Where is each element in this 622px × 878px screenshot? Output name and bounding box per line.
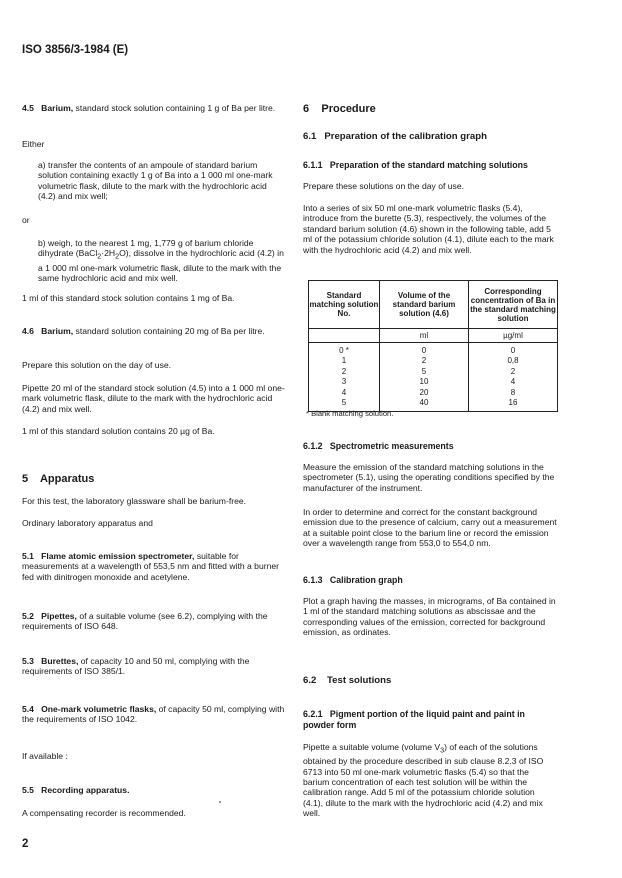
section-5-4: [22, 704, 286, 725]
unit-cell-ml: ml: [380, 329, 469, 343]
glassware-note: For this test, the laboratory glassware shall be barium-free.: [22, 496, 247, 506]
section-title: Barium,: [41, 326, 74, 336]
subscript: 2: [115, 253, 120, 262]
section-title: Calibration graph: [329, 575, 403, 585]
spectrometric-text-2: In order to determine and correct for the constant background emission due to the presence of calcium, carry out a measurement at a suitable point close to the barium line or record the emission over a wavelength range from 553,0 to 554,0 nm.: [303, 507, 557, 549]
option-b-text: b) weigh, to the nearest 1 mg, 1,779 g of barium chloride dihydrate (BaCl: [38, 238, 254, 259]
section-number: 6.1.3: [303, 575, 323, 585]
pipette-instruction: Pipette 20 ml of the standard stock solution (4.5) into a 1 000 ml one-mark volumetric flask, dilute to the mark with the hydrochloric acid (4.2) and mix well.: [22, 383, 285, 414]
page-speck: [219, 801, 221, 803]
section-6-2-heading: [303, 675, 557, 686]
section-text: of capacity 50 ml, complying with the requirements of ISO 1042.: [22, 704, 285, 725]
section-number: 6.1.2: [303, 441, 323, 451]
section-6-1-1-heading: [303, 160, 557, 170]
section-title: Flame atomic emission spectrometer,: [41, 551, 195, 561]
subscript: 2: [97, 253, 102, 262]
option-b: [38, 238, 286, 283]
column-header-concentration: Corresponding concentration of Ba in the standard matching solution: [469, 281, 558, 329]
calibration-graph-text: Plot a graph having the masses, in micrograms, of Ba contained in 1 ml of the standard matching solutions as abscissae and the corresponding values of the emission, corrected for background emission, as ordinates.: [303, 596, 556, 638]
section-title: Recording apparatus.: [41, 785, 130, 795]
if-available-label: If available :: [22, 751, 68, 761]
section-number: 6: [303, 103, 310, 115]
page-number: 2: [22, 838, 29, 850]
stock-solution-note: 1 ml of this standard stock solution contains 1 mg of Ba.: [22, 293, 235, 303]
ordinary-apparatus: Ordinary laboratory apparatus and: [22, 518, 153, 528]
table-cell: 2: [510, 366, 516, 376]
section-6-1-2-heading: [303, 441, 557, 451]
table-cell: 20: [419, 387, 429, 397]
table-cell: 0: [510, 346, 516, 355]
column-header-volume: Volume of the standard barium solution (4.6): [380, 281, 469, 329]
recorder-note: A compensating recorder is recommended.: [22, 808, 186, 818]
table-cell: 0 *: [339, 346, 349, 355]
table-footnote: * Blank matching solution.: [306, 409, 394, 418]
section-number: 4.5: [22, 103, 34, 113]
section-5-3: [22, 656, 286, 677]
section-text: of a suitable volume (see 6.2), complying with the requirements of ISO 648.: [22, 611, 268, 632]
or-label: or: [22, 215, 30, 225]
table-cell: 40: [419, 398, 429, 408]
option-a: a) transfer the contents of an ampoule of standard barium solution containing exactly 1 g of Ba into a 1 000 ml one-mark volumetric flask, dilute to the mark with the hydrochloric acid (4.2) and mix well;: [38, 160, 273, 202]
table-cell: 0,8: [507, 356, 519, 366]
section-4-6: [22, 326, 286, 336]
table-cell: 1: [341, 356, 347, 366]
table-cell: 2: [341, 366, 347, 376]
section-number: 5.1: [22, 551, 34, 561]
subscript: 3: [440, 746, 445, 755]
section-title: Barium,: [41, 103, 74, 113]
table-cell: 4: [510, 377, 516, 387]
section-text: of capacity 10 and 50 ml, complying with the requirements of ISO 385/1.: [22, 656, 250, 677]
standard-solution-note: 1 ml of this standard solution contains 20 µg of Ba.: [22, 426, 215, 436]
section-number: 6.2: [303, 675, 317, 686]
section-title: Apparatus: [39, 473, 95, 485]
section-title: Preparation of the calibration graph: [324, 131, 487, 142]
section-5-2: [22, 611, 286, 632]
solution-number-column: [309, 343, 380, 412]
table-cell: 16: [508, 398, 518, 408]
section-5-heading: [22, 473, 286, 485]
section-4-5: [22, 103, 286, 113]
column-header-solution-no: Standard matching solution No.: [309, 281, 380, 329]
section-number: 6.1.1: [303, 160, 323, 170]
section-5-5: [22, 785, 286, 795]
section-title: Spectrometric measurements: [329, 441, 454, 451]
section-text: standard stock solution containing 1 g of Ba per litre.: [75, 103, 276, 113]
unit-cell-concentration: µg/ml: [469, 329, 558, 343]
section-6-heading: [303, 103, 557, 115]
table-cell: 4: [341, 387, 347, 397]
section-title: Pipettes,: [41, 611, 77, 621]
option-b-text: ·2H: [101, 248, 116, 259]
document-header: ISO 3856/3-1984 (E): [22, 44, 129, 56]
either-label: Either: [22, 139, 45, 149]
section-number: 5.4: [22, 704, 34, 714]
prepare-day-note: Prepare these solutions on the day of use.: [303, 181, 464, 191]
text-segment: ) of each of the solutions obtained by the procedure described in sub clause 8.2.3 of ISO 6713 into 50 ml one-mark volumetric flasks (5.4) so that the barium concentration of each test solution will be within the calibration range. Add 5 ml of the potassium chloride solution (4.1), dilute to the mark with the hydrochloric acid (4.2) and mix well.: [303, 742, 544, 819]
section-6-2-1-heading: [303, 709, 557, 731]
spectrometric-text-1: Measure the emission of the standard matching solutions in the spectrometer (5.1), using the operating conditions specified by the manufacturer of the instrument.: [303, 462, 555, 493]
table-cell: 10: [419, 377, 429, 387]
section-number: 5.2: [22, 611, 34, 621]
option-b-text: O), dissolve in the hydrochloric acid (4.2) in a 1 000 ml one-mark volumetric flask, dilute to the mark with the same hydrochloric acid and mix well.: [38, 248, 284, 283]
section-title: One-mark volumetric flasks,: [41, 704, 157, 714]
table-cell: 0: [421, 346, 427, 355]
section-6-1-3-heading: [303, 575, 557, 585]
volume-column: [380, 343, 469, 412]
section-title: Procedure: [321, 103, 376, 115]
prepare-note: Prepare this solution on the day of use.: [22, 360, 172, 370]
section-number: 5.5: [22, 785, 34, 795]
section-5-1: [22, 551, 286, 582]
table-cell: 3: [341, 377, 347, 387]
matching-solutions-table: [308, 280, 558, 412]
table-cell: 2: [421, 356, 427, 366]
table-cell: 5: [341, 398, 347, 408]
section-number: 6.2.1: [303, 709, 323, 719]
text-segment: Pipette a suitable volume (volume V: [303, 742, 441, 752]
section-text: standard solution containing 20 mg of Ba per litre.: [75, 326, 265, 336]
section-title: Burettes,: [41, 656, 79, 666]
section-title: Preparation of the standard matching solutions: [329, 160, 528, 170]
section-text: suitable for measurements at a wavelength of 553,5 nm and fitted with a burner fed with dinitrogen monoxide and acetylene.: [22, 551, 280, 582]
matching-solution-instruction: Into a series of six 50 ml one-mark volumetric flasks (5.4), introduce from the burette (5.3), respectively, the volumes of the standard barium solution (4.6) shown in the following table, add 5 ml of the potassium chloride solution (4.1), dilute each to the mark with the hydrochloric acid (4.2) and mix well.: [303, 203, 554, 255]
section-number: 5.3: [22, 656, 34, 666]
section-number: 4.6: [22, 326, 34, 336]
unit-cell-empty: [309, 329, 380, 343]
table-cell: 5: [421, 366, 427, 376]
test-solutions-text: [303, 742, 557, 819]
table-cell: 8: [510, 387, 516, 397]
section-6-1-heading: [303, 131, 557, 142]
section-number: 5: [22, 473, 29, 485]
concentration-column: [469, 343, 558, 412]
section-title: Pigment portion of the liquid paint and paint in powder form: [303, 709, 525, 730]
section-number: 6.1: [303, 131, 317, 142]
section-title: Test solutions: [327, 675, 392, 686]
